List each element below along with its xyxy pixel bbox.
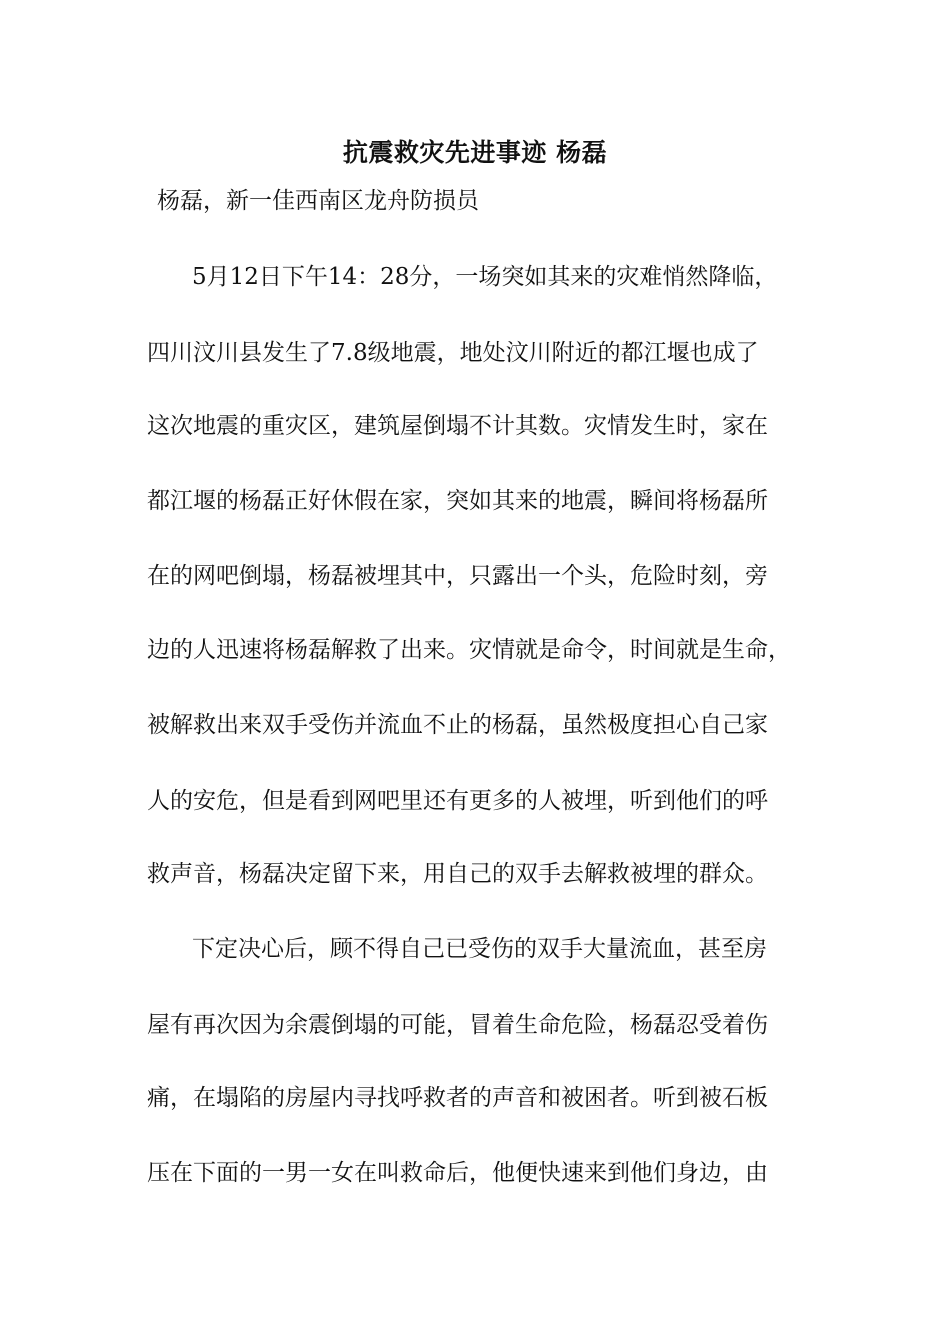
paragraph-2-line-2: 屋有再次因为余震倒塌的可能，冒着生命危险，杨磊忍受着伤 — [147, 1012, 768, 1038]
paragraph-2-line-4: 压在下面的一男一女在叫救命后，他便快速来到他们身边，由 — [147, 1160, 768, 1186]
paragraph-1-line-9: 救声音，杨磊决定留下来，用自己的双手去解救被埋的群众。 — [147, 861, 768, 887]
paragraph-1-line-2: 四川汶川县发生了7.8级地震，地处汶川附近的都江堰也成了 — [147, 340, 759, 366]
paragraph-2-line-1: 下定决心后，顾不得自己已受伤的双手大量流血，甚至房 — [192, 936, 767, 962]
paragraph-1-line-4: 都江堰的杨磊正好休假在家，突如其来的地震，瞬间将杨磊所 — [147, 488, 768, 514]
paragraph-1-line-5: 在的网吧倒塌，杨磊被埋其中，只露出一个头，危险时刻，旁 — [147, 563, 768, 589]
paragraph-1-line-6: 边的人迅速将杨磊解救了出来。灾情就是命令，时间就是生命， — [147, 637, 791, 663]
paragraph-1-line-7: 被解救出来双手受伤并流血不止的杨磊，虽然极度担心自己家 — [147, 712, 768, 738]
paragraph-1-line-1: 5月12日下午14：28分，一场突如其来的灾难悄然降临， — [192, 264, 778, 290]
document-title: 抗震救灾先进事迹 杨磊 — [342, 138, 608, 167]
paragraph-1-line-8: 人的安危，但是看到网吧里还有更多的人被埋，听到他们的呼 — [147, 788, 768, 814]
document-byline: 杨磊，新一佳西南区龙舟防损员 — [157, 188, 479, 214]
paragraph-1-line-3: 这次地震的重灾区，建筑屋倒塌不计其数。灾情发生时，家在 — [147, 413, 768, 439]
paragraph-2-line-3: 痛，在塌陷的房屋内寻找呼救者的声音和被困者。听到被石板 — [147, 1085, 768, 1111]
